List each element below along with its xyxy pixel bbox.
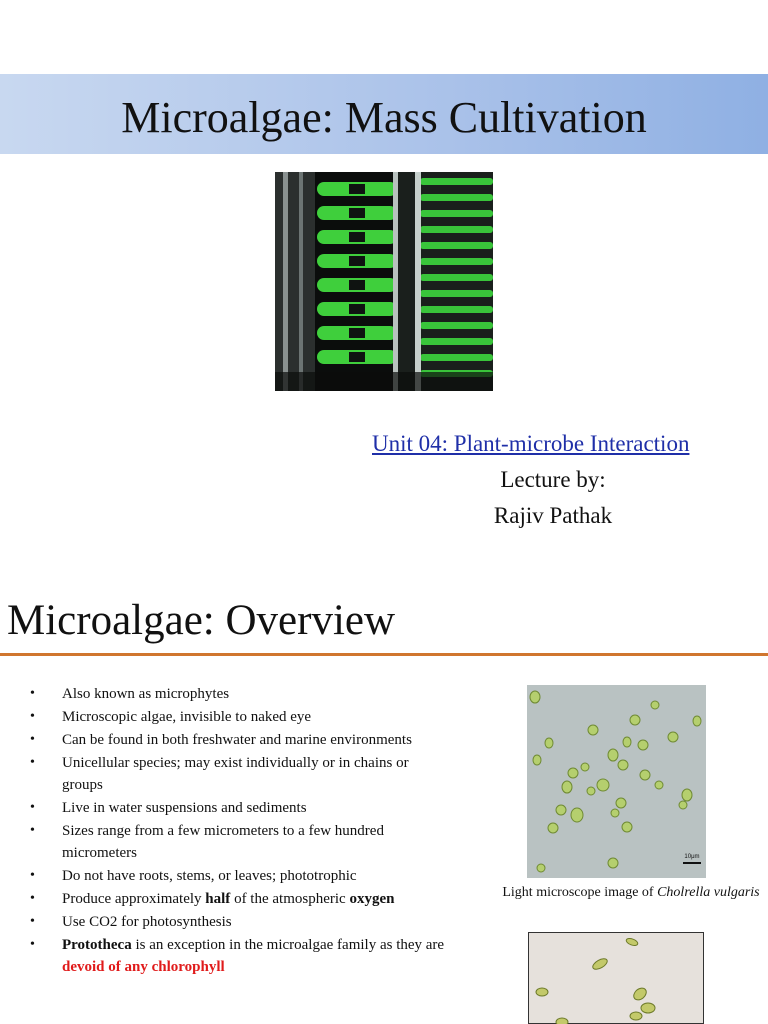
bullet-item: • Also known as microphytes xyxy=(30,683,450,705)
image-caption: Light microscope image of Cholrella vulgaris xyxy=(502,885,760,900)
photobioreactor-photo xyxy=(275,172,493,391)
bullet-item-oxygen: • Produce approximately half of the atmospheric oxygen xyxy=(30,888,450,910)
bullet-item-co2: • Use CO2 for photosynthesis xyxy=(30,911,450,933)
unit-link[interactable]: Unit 04: Plant-microbe Interaction xyxy=(372,431,690,456)
overview-slide xyxy=(0,572,768,1024)
title-divider xyxy=(0,653,768,656)
bullet-marker: • xyxy=(30,755,35,770)
bullet-item: • Do not have roots, stems, or leaves; phototrophic xyxy=(30,865,450,887)
bullet-item: • Can be found in both freshwater and marine environments xyxy=(30,729,450,751)
bullet-marker: • xyxy=(30,732,35,747)
overview-title: Microalgae: Overview xyxy=(7,597,396,644)
bullet-marker: • xyxy=(30,709,35,724)
bullet-marker: • xyxy=(30,800,35,815)
bullet-item: • Microscopic algae, invisible to naked eye xyxy=(30,706,450,728)
lecture-by-label: Lecture by: xyxy=(500,467,606,492)
author-name: Rajiv Pathak xyxy=(493,503,613,528)
bullet-marker: • xyxy=(30,686,35,701)
bullet-list xyxy=(30,683,450,979)
bullet-marker: • xyxy=(30,937,35,952)
bullet-item: • Unicellular species; may exist individually or in chains or groups xyxy=(30,752,450,796)
scale-bar-label: 10μm xyxy=(684,854,700,860)
chlorella-microscope-image xyxy=(527,685,706,878)
bullet-marker: • xyxy=(30,891,35,906)
bullet-item-prototheca: • Prototheca is an exception in the microalgae family as they are devoid of any chlorophyll xyxy=(30,934,450,978)
bullet-item: • Sizes range from a few micrometers to a few hundred micrometers xyxy=(30,820,450,864)
bullet-marker: • xyxy=(30,823,35,838)
prototheca-microscope-image xyxy=(528,932,704,1024)
bullet-item: • Live in water suspensions and sediments xyxy=(30,797,450,819)
slide-title: Microalgae: Mass Cultivation xyxy=(121,93,647,142)
bullet-marker: • xyxy=(30,868,35,883)
bullet-marker: • xyxy=(30,914,35,929)
